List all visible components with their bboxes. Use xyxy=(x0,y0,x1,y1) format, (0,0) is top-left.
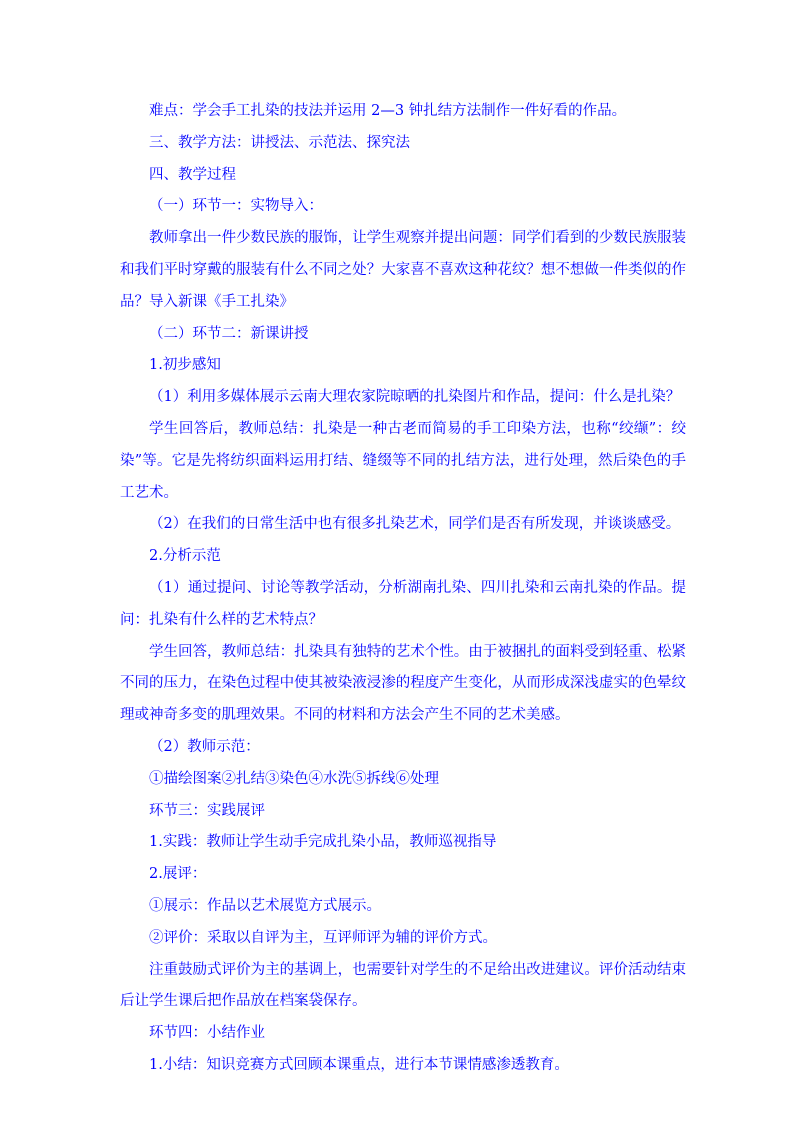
paragraph-evaluation: ②评价：采取以自评为主，互评师评为辅的评价方式。 xyxy=(149,929,497,946)
paragraph-evaluation-note: 注重鼓励式评价为主的基调上，也需要针对学生的不足给出改进建议。评价活动结束后让学生课后把作品放在档案袋保存。 xyxy=(120,961,686,1010)
paragraph-summary: 1.小结：知识竞赛方式回顾本课重点，进行本节课情感渗透教育。 xyxy=(149,1056,569,1073)
paragraph-section-two-heading: （二）环节二：新课讲授 xyxy=(149,325,309,342)
paragraph-perception-item-1: （1）利用多媒体展示云南大理农家院晾晒的扎染图片和作品，提问：什么是扎染？ xyxy=(149,389,681,406)
paragraph-exhibition: 2.展评： xyxy=(149,866,207,883)
paragraph-section-four-heading: 环节四：小结作业 xyxy=(149,1025,265,1042)
paragraph-analysis-item-1: （1）通过提问、讨论等教学活动，分析湖南扎染、四川扎染和云南扎染的作品。提问：扎染有什么样的艺术特点？ xyxy=(120,579,686,628)
paragraph-practice: 1.实践：教师让学生动手完成扎染小品，教师巡视指导 xyxy=(149,834,497,851)
paragraph-perception-item-2: （2）在我们的日常生活中也有很多扎染艺术，同学们是否有所发现，并谈谈感受。 xyxy=(149,516,681,533)
paragraph-analysis-demo: 2.分析示范 xyxy=(149,548,221,565)
paragraph-teaching-process-heading: 四、教学过程 xyxy=(149,166,236,183)
paragraph-analysis-item-2: （2）教师示范： xyxy=(149,738,260,755)
paragraph-teacher-summary-1: 学生回答后，教师总结：扎染是一种古老而简易的手工印染方法，也称“绞缬”：绞染”等。它是先将纺织面料运用打结、缝缀等不同的扎结方法，进行处理，然后染色的手工艺术。 xyxy=(120,420,686,501)
paragraph-demo-steps: ①描绘图案②扎结③染色④水洗⑤拆线⑥处理 xyxy=(149,770,439,787)
paragraph-display: ①展示：作品以艺术展览方式展示。 xyxy=(149,897,381,914)
paragraph-difficulty: 难点：学会手工扎染的技法并运用 2—3 钟扎结方法制作一件好看的作品。 xyxy=(149,103,627,119)
paragraph-initial-perception: 1.初步感知 xyxy=(149,357,221,374)
document-body xyxy=(120,96,686,1082)
paragraph-teacher-summary-2: 学生回答，教师总结：扎染具有独特的艺术个性。由于被捆扎的面料受到轻重、松紧不同的压力，在染色过程中使其被染液浸渗的程度产生变化，从而形成深浅虚实的色晕纹理或神奇多变的肌理效果。不同的材料和方法会产生不同的艺术美感。 xyxy=(120,643,686,724)
paragraph-section-one-body: 教师拿出一件少数民族的服饰，让学生观察并提出问题：同学们看到的少数民族服装和我们平时穿戴的服装有什么不同之处？大家喜不喜欢这种花纹？想不想做一件类似的作品？导入新课《手工扎染》 xyxy=(120,230,686,310)
paragraph-section-one-heading: （一）环节一：实物导入： xyxy=(149,198,323,215)
paragraph-teaching-methods: 三、教学方法：讲授法、示范法、探究法 xyxy=(149,134,410,151)
paragraph-section-three-heading: 环节三：实践展评 xyxy=(149,802,265,819)
